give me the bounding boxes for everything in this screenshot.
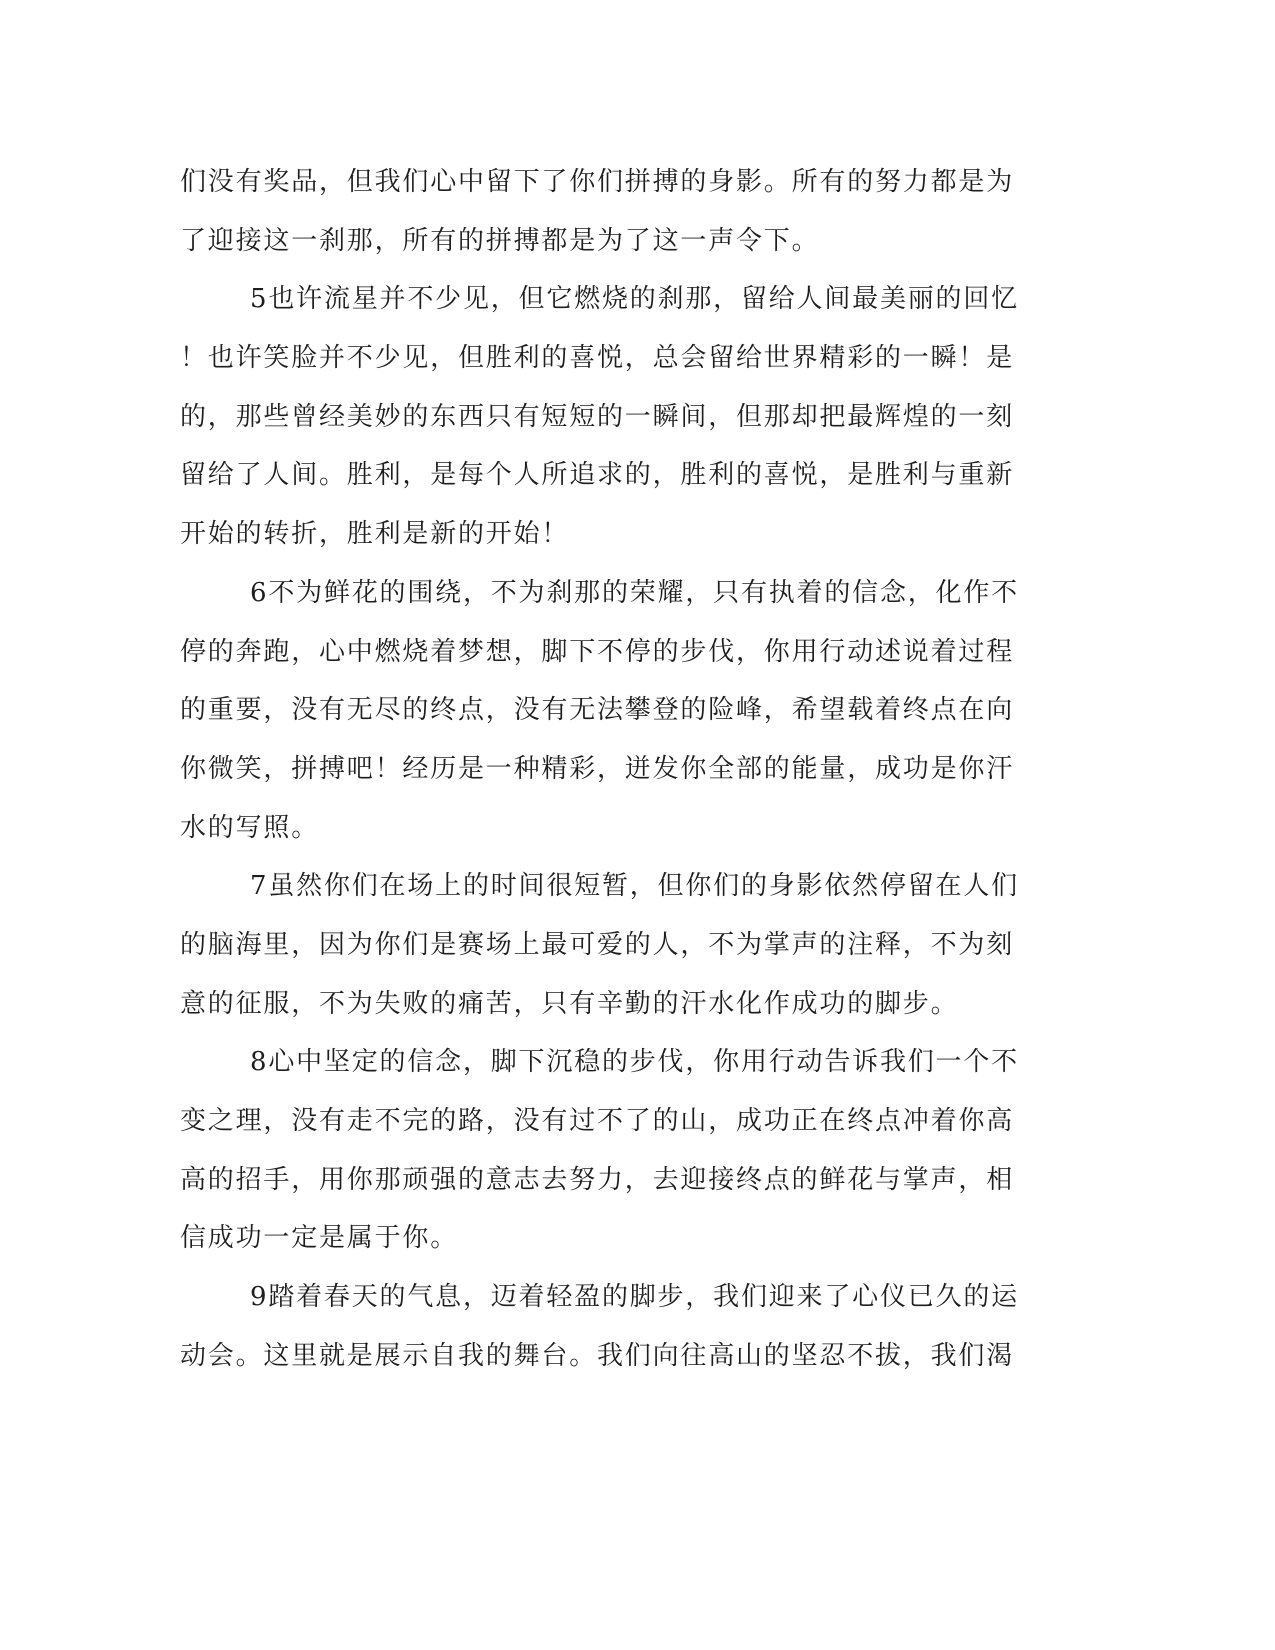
paragraph-7 <box>180 857 1025 1033</box>
paragraph-8 <box>180 1033 1025 1268</box>
text-line: 的，那些曾经美妙的东西只有短短的一瞬间，但那却把最辉煌的一刻 <box>180 401 1015 432</box>
paragraph-5 <box>180 270 1025 563</box>
text-line: 留给了人间。胜利，是每个人所追求的，胜利的喜悦，是胜利与重新 <box>180 460 1015 491</box>
text-line: 水的写照。 <box>180 812 320 843</box>
text-line: 6不为鲜花的围绕，不为刹那的荣耀，只有执着的信念，化作不 <box>250 577 1019 608</box>
text-line: 们没有奖品，但我们心中留下了你们拼搏的身影。所有的努力都是为 <box>180 167 1015 197</box>
text-line: ！也许笑脸并不少见，但胜利的喜悦，总会留给世界精彩的一瞬！是 <box>180 343 1015 374</box>
paragraph-6 <box>180 564 1025 857</box>
text-line: 高的招手，用你那顽强的意志去努力，去迎接终点的鲜花与掌声，相 <box>180 1164 1015 1195</box>
text-line: 9踏着春天的气息，迈着轻盈的脚步，我们迎来了心仪已久的运 <box>250 1282 1019 1313</box>
text-line: 的脑海里，因为你们是赛场上最可爱的人，不为掌声的注释，不为刻 <box>180 929 1015 960</box>
paragraph-continued <box>180 153 1025 270</box>
text-line: 停的奔跑，心中燃烧着梦想，脚下不停的步伐，你用行动述说着过程 <box>180 636 1015 667</box>
text-line: 了迎接这一刹那，所有的拼搏都是为了这一声令下。 <box>180 225 820 256</box>
text-line: 意的征服，不为失败的痛苦，只有辛勤的汗水化作成功的脚步。 <box>180 988 959 1019</box>
document-body <box>180 153 1025 1385</box>
text-line: 动会。这里就是展示自我的舞台。我们向往高山的坚忍不拔，我们渴 <box>180 1340 1015 1371</box>
text-line: 5也许流星并不少见，但它燃烧的刹那，留给人间最美丽的回忆 <box>250 284 1019 315</box>
text-line: 7虽然你们在场上的时间很短暂，但你们的身影依然停留在人们 <box>250 871 1019 902</box>
text-line: 变之理，没有走不完的路，没有过不了的山，成功正在终点冲着你高 <box>180 1106 1015 1136</box>
text-line: 信成功一定是属于你。 <box>180 1223 459 1254</box>
text-line: 你微笑，拼搏吧！经历是一种精彩，迸发你全部的能量，成功是你汗 <box>180 753 1015 784</box>
text-line: 开始的转折，胜利是新的开始！ <box>180 519 570 550</box>
paragraph-9 <box>180 1268 1025 1385</box>
text-line: 的重要，没有无尽的终点，没有无法攀登的险峰，希望载着终点在向 <box>180 695 1015 726</box>
text-line: 8心中坚定的信念，脚下沉稳的步伐，你用行动告诉我们一个不 <box>250 1047 1019 1078</box>
